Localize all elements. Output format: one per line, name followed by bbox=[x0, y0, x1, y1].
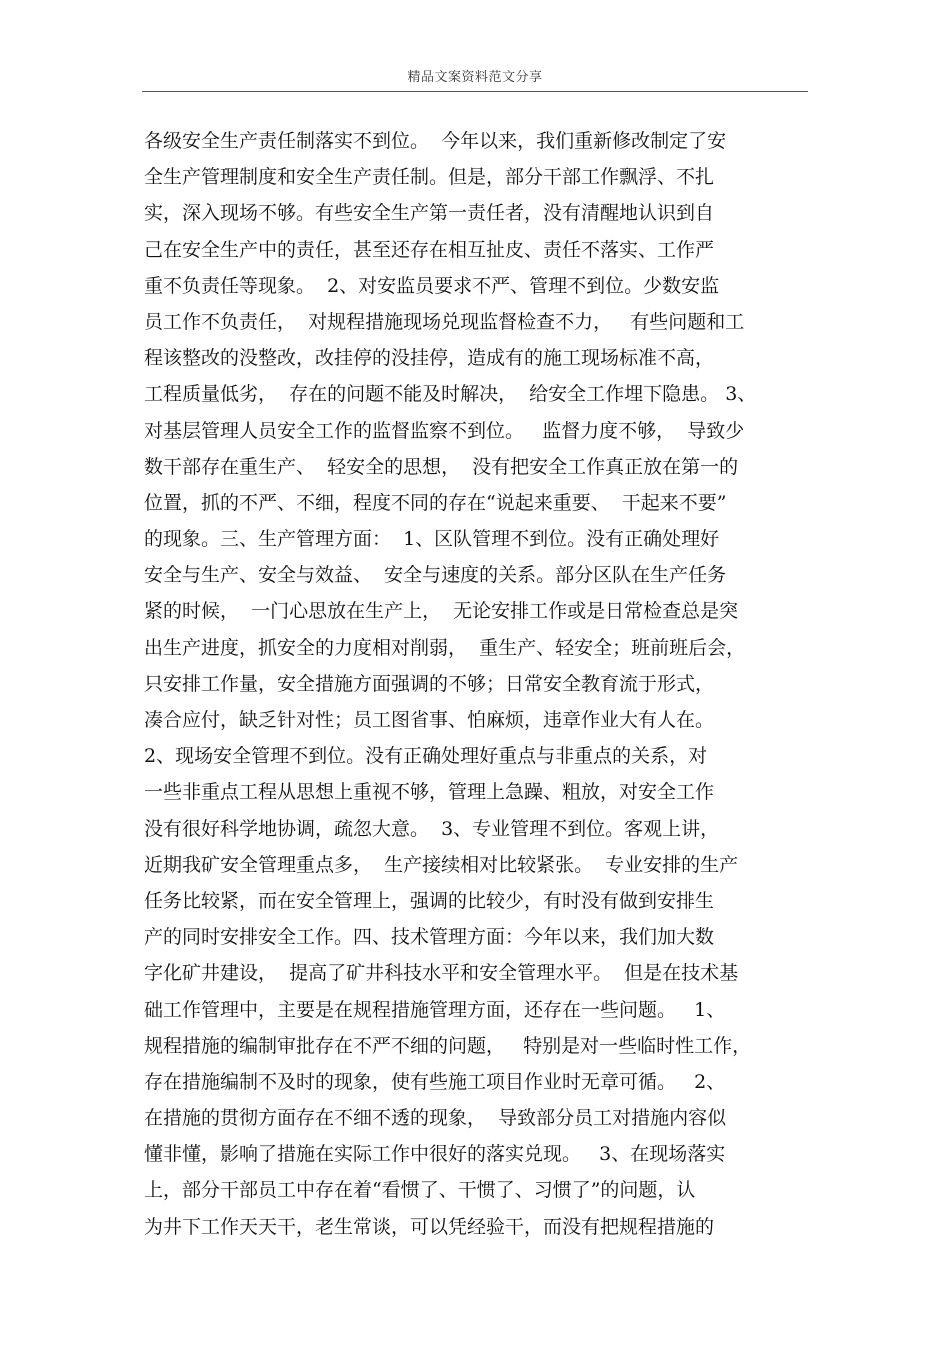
text-line: 数干部存在重生产、 轻安全的思想， 没有把安全工作真正放在第一的 bbox=[144, 455, 739, 478]
text-line: 各级安全生产责任制落实不到位。 今年以来，我们重新修改制定了安 bbox=[144, 130, 727, 152]
header-divider bbox=[142, 91, 808, 92]
text-line: 没有很好科学地协调，疏忽大意。 3、专业管理不到位。客观上讲， bbox=[144, 817, 720, 840]
text-line: 位置，抓的不严、不细，程度不同的存在“说起来重要、 干起来不要” bbox=[144, 491, 727, 514]
text-line: 对基层管理人员安全工作的监督监察不到位。 监督力度不够， 导致少 bbox=[144, 419, 745, 442]
text-line: 安全与生产、安全与效益、 安全与速度的关系。部分区队在生产任务 bbox=[144, 564, 727, 587]
text-line: 全生产管理制度和安全生产责任制。但是，部分干部工作飘浮、不扎 bbox=[144, 166, 715, 189]
text-line: 一些非重点工程从思想上重视不够，管理上急躁、粗放，对安全工作 bbox=[144, 781, 715, 804]
text-line: 的现象。三、生产管理方面： 1、区队管理不到位。没有正确处理好 bbox=[144, 528, 720, 551]
text-line: 础工作管理中，主要是在规程措施管理方面，还存在一些问题。 1、 bbox=[144, 998, 726, 1021]
text-line: 己在安全生产中的责任，甚至还存在相互扯皮、责任不落实、工作严 bbox=[144, 238, 715, 261]
text-line: 工程质量低劣， 存在的问题不能及时解决， 给安全工作埋下隐患。 3、 bbox=[144, 383, 757, 406]
text-line: 在措施的贯彻方面存在不细不透的现象， 导致部分员工对措施内容似 bbox=[144, 1107, 727, 1130]
text-line: 字化矿井建设， 提高了矿井科技水平和安全管理水平。 但是在技术基 bbox=[144, 962, 739, 985]
text-line: 凑合应付，缺乏针对性；员工图省事、怕麻烦，违章作业大有人在。 bbox=[144, 709, 715, 731]
document-body bbox=[144, 123, 809, 1245]
text-line: 上，部分干部员工中存在着“看惯了、干惯了、习惯了”的问题，认 bbox=[144, 1179, 696, 1202]
text-line: 2、现场安全管理不到位。没有正确处理好重点与非重点的关系，对 bbox=[144, 745, 708, 768]
text-line: 程该整改的没整改，改挂停的没挂停，造成有的施工现场标准不高， bbox=[144, 347, 715, 370]
text-line: 近期我矿安全管理重点多， 生产接续相对比较紧张。 专业安排的生产 bbox=[144, 853, 739, 876]
page-header: 精品文案资料范文分享 bbox=[407, 70, 543, 85]
text-line: 只安排工作量，安全措施方面强调的不够；日常安全教育流于形式， bbox=[144, 672, 715, 695]
text-line: 为井下工作天天干，老生常谈，可以凭经验干，而没有把规程措施的 bbox=[144, 1215, 715, 1238]
text-line: 规程措施的编制审批存在不严不细的问题， 特别是对一些临时性工作， bbox=[144, 1034, 752, 1057]
text-line: 员工作不负责任， 对规程措施现场兑现监督检查不力， 有些问题和工 bbox=[144, 310, 745, 333]
text-line: 实，深入现场不够。有些安全生产第一责任者，没有清醒地认识到自 bbox=[144, 202, 715, 225]
text-line: 出生产进度，抓安全的力度相对削弱， 重生产、轻安全；班前班后会， bbox=[144, 636, 746, 659]
text-line: 存在措施编制不及时的现象，使有些施工项目作业时无章可循。 2、 bbox=[144, 1070, 726, 1093]
text-line: 紧的时候， 一门心思放在生产上， 无论安排工作或是日常检查总是突 bbox=[144, 600, 739, 623]
text-line: 重不负责任等现象。 2、对安监员要求不严、管理不到位。少数安监 bbox=[144, 274, 720, 297]
text-line: 产的同时安排安全工作。四、技术管理方面：今年以来，我们加大数 bbox=[144, 926, 715, 949]
text-line: 懂非懂，影响了措施在实际工作中很好的落实兑现。 3、在现场落实 bbox=[144, 1143, 726, 1166]
text-line: 任务比较紧，而在安全管理上，强调的比较少，有时没有做到安排生 bbox=[144, 889, 715, 912]
